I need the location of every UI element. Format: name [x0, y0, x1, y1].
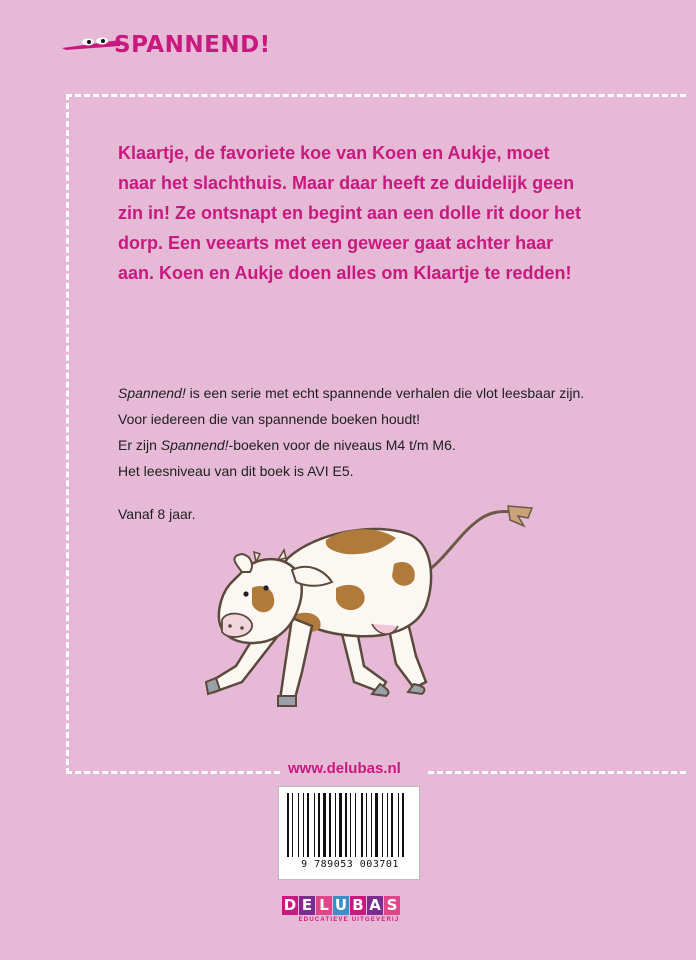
publisher-letter: B	[350, 896, 366, 915]
isbn-number: 9 789053 003701	[301, 859, 399, 870]
publisher-logo	[282, 896, 422, 923]
peeking-eyes-icon	[62, 36, 120, 50]
series-description	[118, 380, 608, 484]
description-line1: is een serie met echt spannende verhalen die vlot leesbaar zijn. Voor iedereen die van spannende boeken houdt!	[118, 385, 585, 427]
description-line2-rest: -boeken voor de niveaus M4 t/m M6.	[228, 437, 456, 453]
series-name-inline: Spannend!	[160, 437, 229, 453]
series-logo-text: SPANNEND!	[114, 32, 271, 58]
age-recommendation: Vanaf 8 jaar.	[118, 506, 196, 522]
publisher-letter: U	[334, 896, 348, 914]
publisher-letter: A	[367, 896, 383, 915]
dashed-frame-bottom-left	[66, 771, 280, 774]
description-line2-pre: Er zijn	[118, 437, 161, 453]
barcode	[278, 786, 420, 880]
blurb-intro: Klaartje, de favoriete koe van Koen en Aukje, moet naar het slachthuis. Maar daar heeft ze duidelijk geen zin in! Ze ontsnapt en begint aan een dolle rit door het dorp. Een veearts met een geweer gaat achter haar aan. Koen en Aukje doen alles om Klaartje te redden!	[118, 143, 582, 283]
barcode-bars	[287, 793, 413, 857]
series-logo	[62, 30, 302, 60]
publisher-letter: E	[299, 896, 315, 915]
cow-illustration	[196, 496, 546, 711]
website-link[interactable]: www.delubas.nl	[288, 760, 401, 777]
publisher-letter: L	[316, 896, 332, 915]
publisher-letter: D	[283, 896, 297, 914]
reading-level: Het leesniveau van dit boek is AVI E5.	[118, 463, 354, 479]
publisher-tagline: EDUCATIEVE UITGEVERIJ	[298, 917, 400, 923]
dashed-frame-bottom-right	[428, 771, 686, 774]
publisher-name	[282, 896, 422, 915]
series-name: Spannend!	[118, 385, 186, 401]
publisher-letter: S	[384, 896, 400, 915]
